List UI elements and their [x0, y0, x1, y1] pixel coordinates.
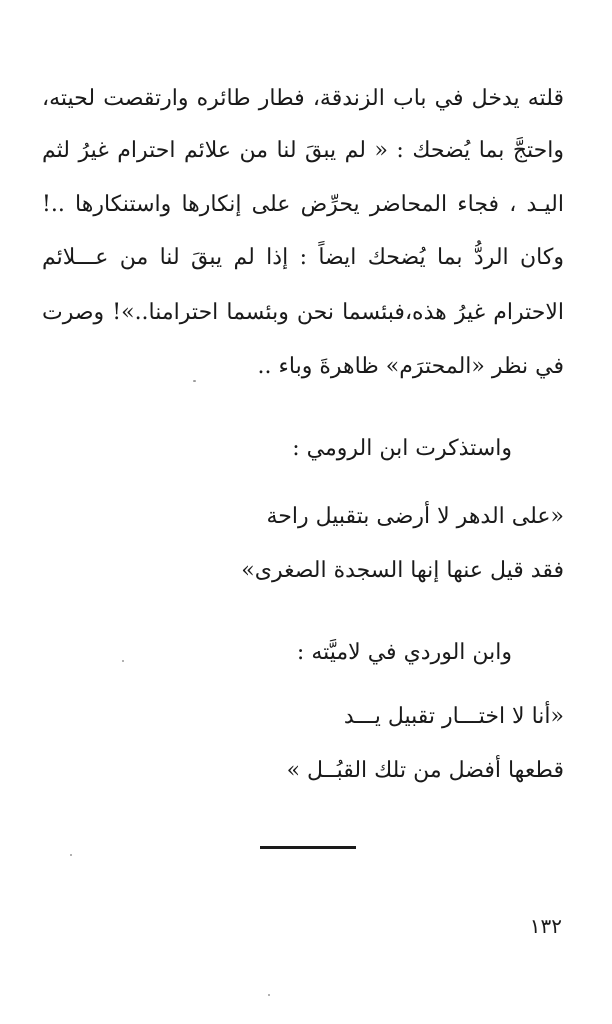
- paper-speck: [122, 660, 124, 662]
- end-rule: [260, 846, 356, 849]
- paper-speck: [193, 380, 196, 382]
- verse-2-line-2: قطعها أفضل من تلك القبُــل »: [286, 758, 564, 783]
- intro-ibn-wardi: وابن الوردي في لاميَّته :: [296, 640, 512, 665]
- intro-ibn-rumi: واستذكرت ابن الرومي :: [292, 436, 512, 461]
- paragraph-line-5: الاحترام غيرُ هذه،فبئسما نحن وبئسما احترامنا..»! وصرت: [42, 300, 564, 325]
- page-number: ١٣٢: [529, 914, 562, 938]
- verse-1-line-2: فقد قيل عنها إنها السجدة الصغرى»: [241, 558, 564, 583]
- verse-2-line-1: «أنا لا اختـــار تقبيل يـــد: [343, 704, 564, 729]
- paragraph-line-4: وكان الردُّ بما يُضحك ايضاً : إذا لم يبقَ لنا من عـــلائم: [42, 245, 564, 270]
- paragraph-line-3: اليـد ، فجاء المحاضر يحرِّض على إنكارها واستنكارها ..!: [42, 192, 564, 217]
- paper-speck: [268, 994, 270, 996]
- paper-speck: [70, 854, 72, 856]
- paragraph-line-1: قلته يدخل في باب الزندقة، فطار طائره وارتقصت لحيته،: [42, 86, 564, 111]
- verse-1-line-1: «على الدهر لا أرضى بتقبيل راحة: [266, 504, 564, 529]
- paragraph-line-2: واحتجَّ بما يُضحك : « لم يبقَ لنا من علائم احترام غيرُ لثم: [42, 138, 564, 163]
- paragraph-line-6: في نظر «المحترَم» ظاهرةَ وباء ..: [257, 354, 564, 379]
